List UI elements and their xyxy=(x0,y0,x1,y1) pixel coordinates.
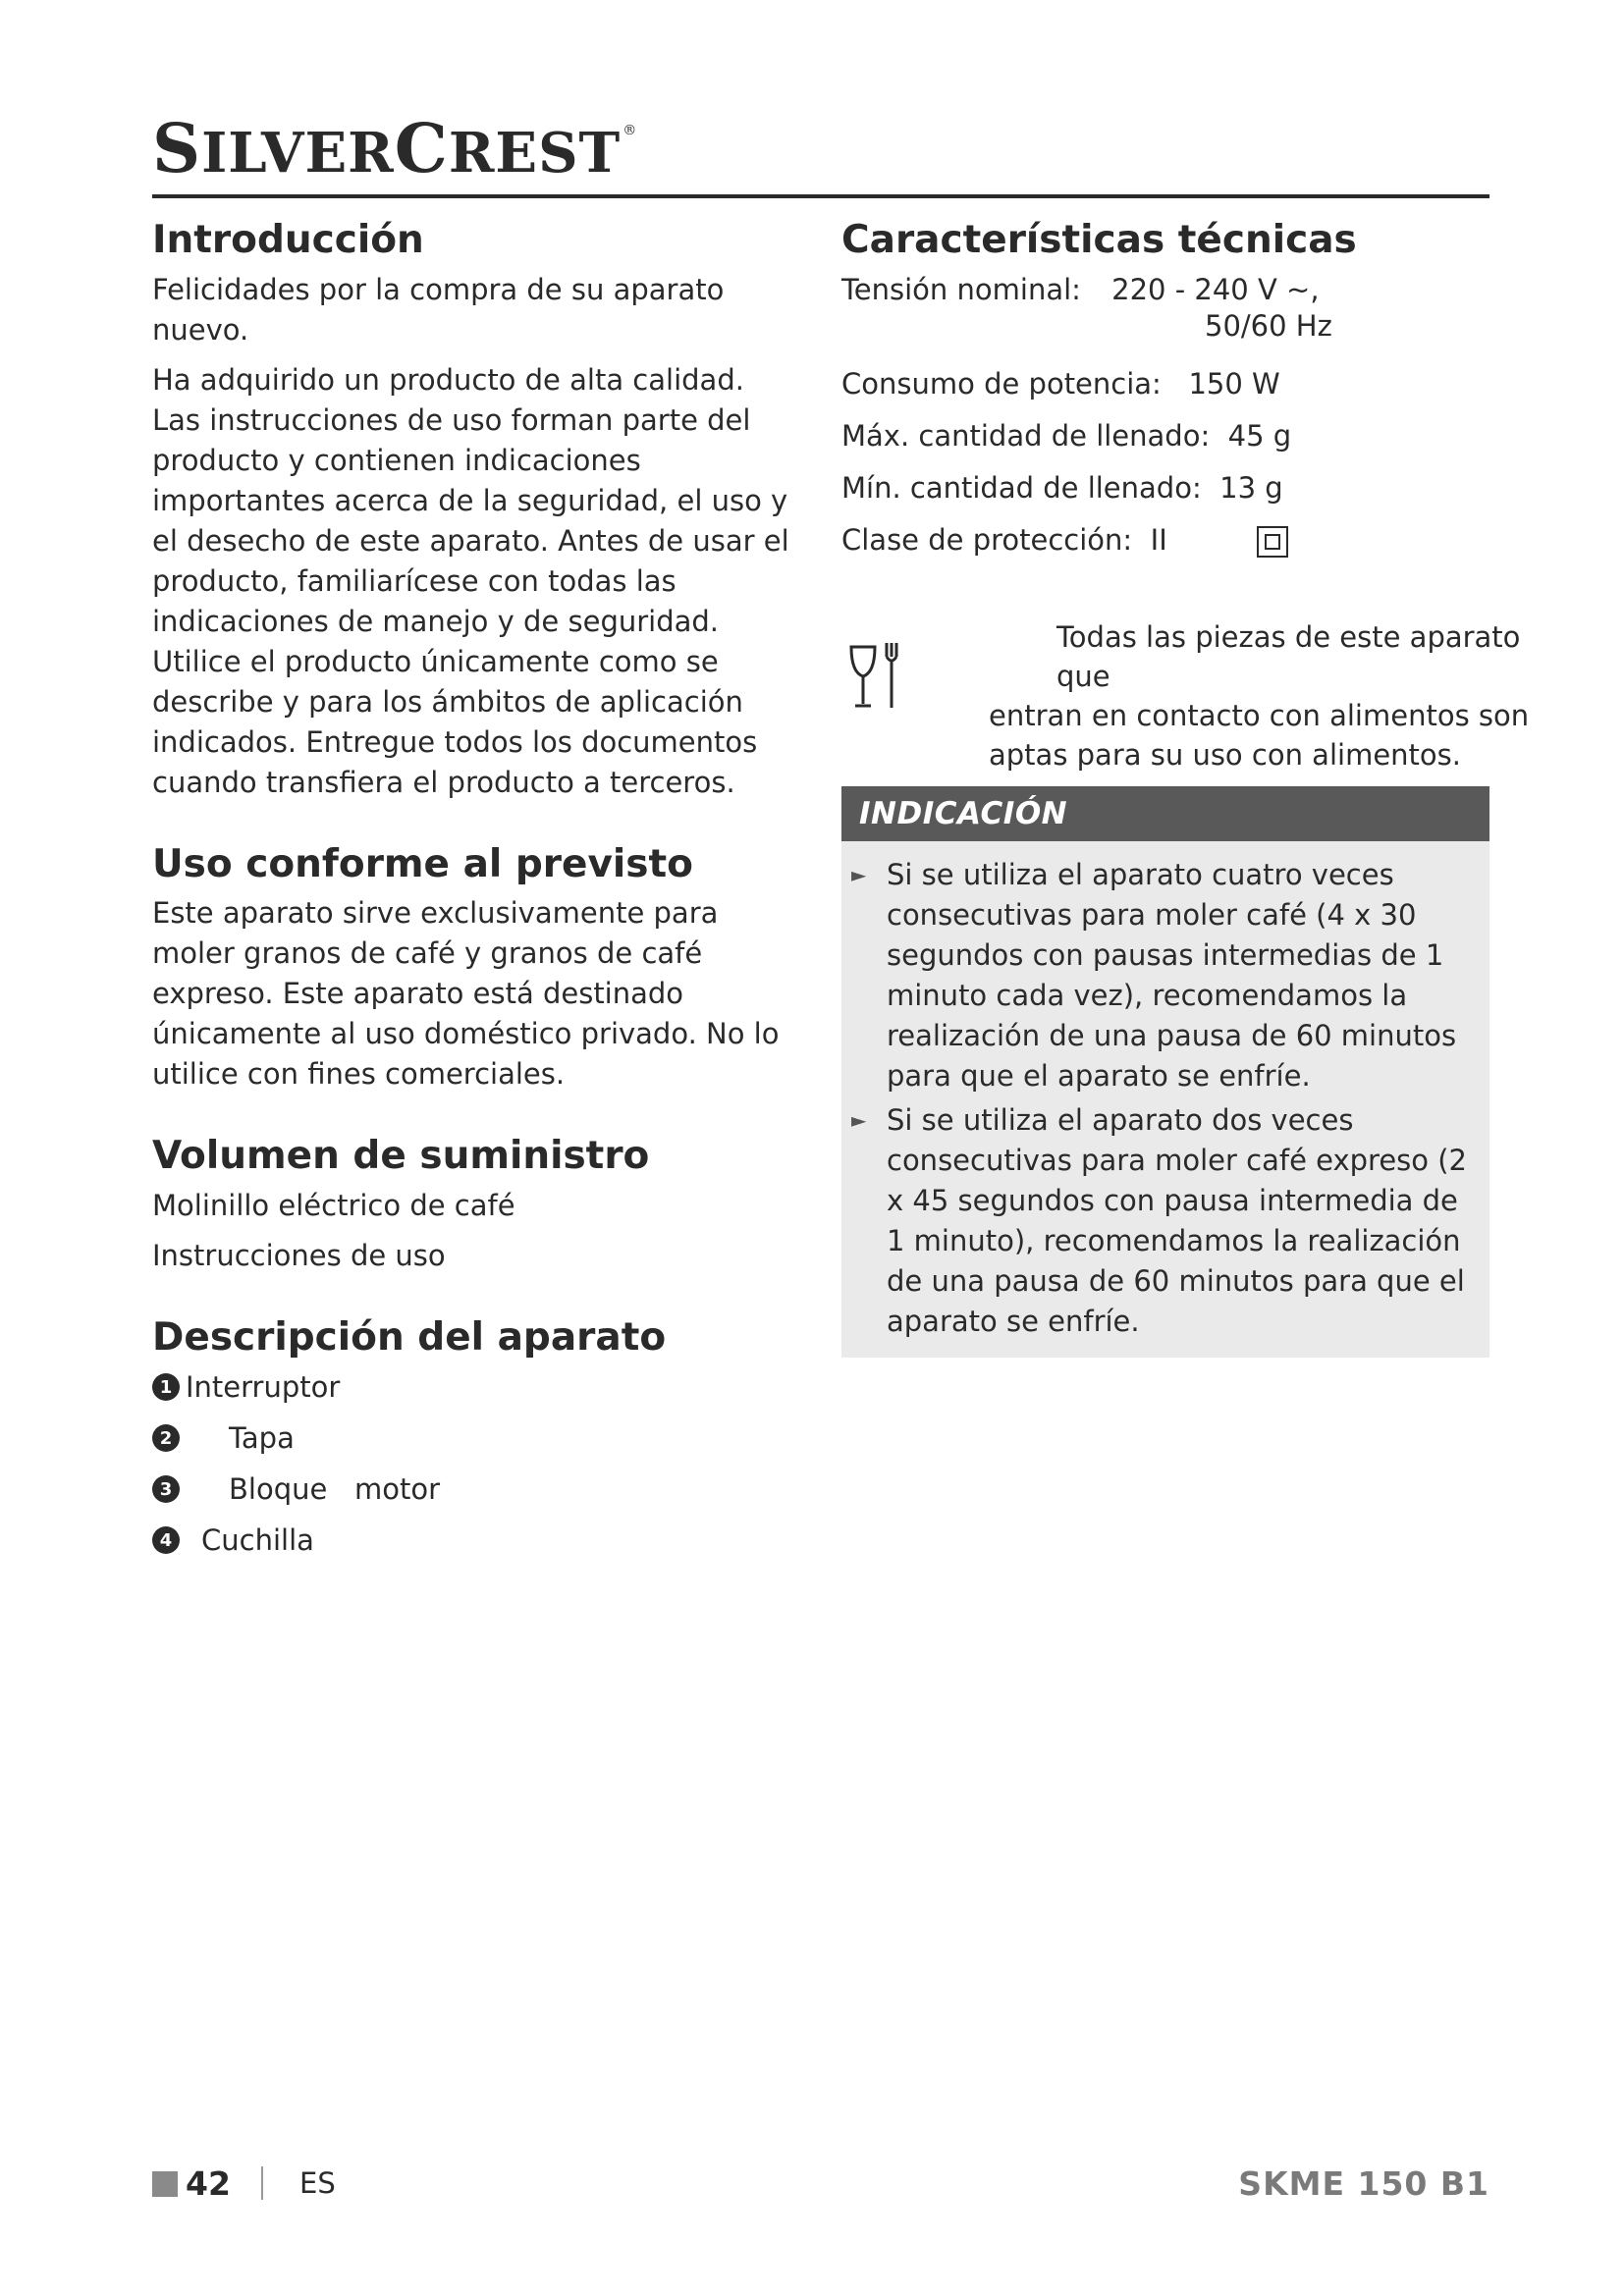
part-item xyxy=(152,1418,800,1459)
note-item xyxy=(851,855,1482,1096)
part-label: Tapa xyxy=(229,1420,295,1455)
page-footer xyxy=(152,2164,1489,2204)
page-number: 42 xyxy=(186,2164,231,2203)
language-code: ES xyxy=(299,2166,336,2200)
spec-clase-text: Clase de protección: II xyxy=(841,522,1167,557)
food-safe-notice xyxy=(841,617,1530,772)
part-item xyxy=(152,1521,800,1561)
volumen-title: Volumen de suministro xyxy=(152,1134,650,1179)
spec-frequency xyxy=(841,306,1489,347)
spec-min: Mín. cantidad de llenado: 13 g xyxy=(841,470,1283,505)
intro-title: Introducción xyxy=(152,218,424,262)
note-box xyxy=(841,786,1489,1358)
spec-frequency-value: 50/60 Hz xyxy=(1205,308,1332,343)
footer-square-icon xyxy=(152,2171,178,2197)
parts-list xyxy=(152,1367,800,1561)
intro-text-1: Felicidades por la compra de su aparato nuevo. xyxy=(152,272,725,347)
note-item-text: Si se utiliza el aparato cuatro veces consecutivas para moler café (4 x 30 segundos con pausas intermedias de 1 minuto cada vez), recomendamos la realización de una pausa de 60 minutos para que el aparato se enfríe. xyxy=(887,857,1457,1093)
bullet-arrow-icon: ► xyxy=(851,1107,867,1132)
food-safe-icon xyxy=(847,639,906,718)
spec-tension xyxy=(841,270,1489,310)
part-number-badge: 3 xyxy=(152,1475,180,1503)
left-column xyxy=(152,216,800,1572)
descripcion-title: Descripción del aparato xyxy=(152,1315,667,1361)
spec-tension-value: 220 - 240 V ~, xyxy=(1111,272,1320,306)
uso-text: Este aparato sirve exclusivamente para moler granos de café y granos de café expreso. Este aparato está destinado únicamente al uso doméstico privado. No lo utilice con fines comerciales. xyxy=(152,896,780,1092)
intro-text-2: Ha adquirido un producto de alta calidad. Las instrucciones de uso forman parte del producto y contienen indicaciones importantes acerca de la seguridad, el uso y el desecho de este aparato. Antes de usar el producto, familiarícese con todas las indicaciones de manejo y de seguridad. Utilice el producto únicamente como se describe y para los ámbitos de aplicación indicados. Entregue todos los documentos cuando transfiera el producto a terceros. xyxy=(152,362,789,799)
intro-section xyxy=(152,216,800,803)
right-column xyxy=(841,216,1530,1358)
volumen-section xyxy=(152,1132,800,1276)
volumen-item: Molinillo eléctrico de café xyxy=(152,1189,515,1223)
food-safe-line-2: entran en contacto con alimentos son aptas para su uso con alimentos. xyxy=(989,698,1530,772)
footer-divider xyxy=(261,2166,263,2200)
spec-clase xyxy=(841,520,1489,561)
header-rule xyxy=(152,194,1489,198)
uso-section xyxy=(152,840,800,1095)
descripcion-section xyxy=(152,1313,800,1561)
bullet-arrow-icon: ► xyxy=(851,862,867,886)
brand-logo: SILVERCREST ® xyxy=(152,110,638,188)
note-item xyxy=(851,1100,1482,1342)
uso-title: Uso conforme al previsto xyxy=(152,841,693,886)
volumen-item: Instrucciones de uso xyxy=(152,1239,446,1273)
food-safe-text xyxy=(989,617,1539,774)
note-item-text: Si se utiliza el aparato dos veces consecutivas para moler café expreso (2 x 45 segundos con pausa intermedia de 1 minuto), recomendamos la realización de una pausa de 60 minutos para que el aparato se enfríe. xyxy=(887,1102,1468,1338)
model-number: SKME 150 B1 xyxy=(1238,2164,1489,2203)
food-safe-line-1: Todas las piezas de este aparato que xyxy=(1056,619,1521,693)
spec-consumo: Consumo de potencia: 150 W xyxy=(841,366,1280,400)
specs-section xyxy=(841,216,1489,561)
note-heading: INDICACIÓN xyxy=(841,786,1489,841)
protection-class-ii-icon xyxy=(1257,526,1288,558)
specs-title: Características técnicas xyxy=(841,218,1357,262)
spec-max: Máx. cantidad de llenado: 45 g xyxy=(841,418,1292,453)
part-item xyxy=(152,1469,800,1510)
part-number-badge: 1 xyxy=(152,1373,180,1401)
part-label: Bloque motor xyxy=(229,1471,441,1506)
part-label: Interruptor xyxy=(186,1369,341,1404)
part-number-badge: 4 xyxy=(152,1526,180,1554)
part-label: Cuchilla xyxy=(201,1522,314,1557)
spec-tension-label: Tensión nominal: xyxy=(841,272,1081,306)
part-number-badge: 2 xyxy=(152,1424,180,1452)
part-item xyxy=(152,1367,800,1408)
